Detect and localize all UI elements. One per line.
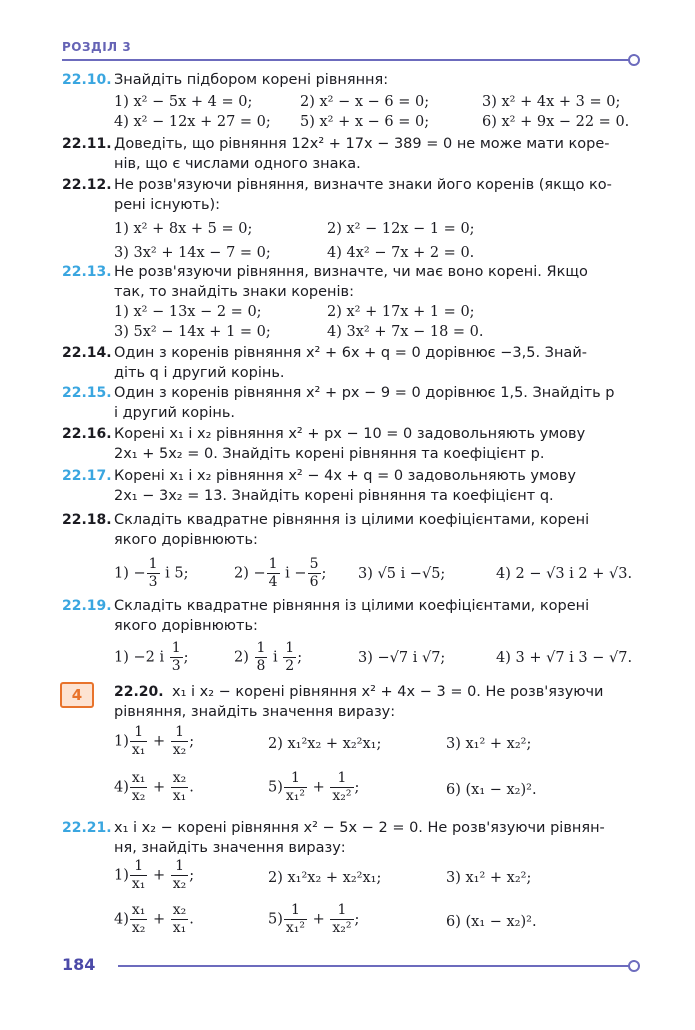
problem-number: 22.11. xyxy=(62,136,112,152)
problem-text: Складіть квадратне рівняння із цілими коефіцієнтами, корені xyxy=(114,512,590,528)
problem-number: 22.15. xyxy=(62,385,112,401)
header-rule xyxy=(62,59,630,61)
problem-text: x₁ і x₂ − корені рівняння x² + 4x − 3 = 0. Не розв'язуючи xyxy=(172,684,604,700)
option: 6) (x₁ − x₂)². xyxy=(446,782,537,798)
problem-text: Корені x₁ і x₂ рівняння x² − 4x + q = 0 задовольняють умову xyxy=(114,468,576,484)
problem-text: так, то знайдіть знаки коренів: xyxy=(114,284,354,300)
problem-text: Знайдіть підбором корені рівняння: xyxy=(114,72,389,88)
option: 2) − $\frac{1}{4}$ і − $\frac{5}{6}$ ; xyxy=(234,556,327,590)
option: 2) x² − 12x − 1 = 0; xyxy=(327,221,475,237)
option: 3) −√7 і √7; xyxy=(358,650,446,666)
option: 1) $\frac{1}{\text{x₁}}$ + $\frac{1}{\text{x₂}}$ ; xyxy=(114,858,195,892)
option: 2) x² + 17x + 1 = 0; xyxy=(327,304,475,320)
footer-rule-circle xyxy=(628,960,640,972)
option: 1) x² + 8x + 5 = 0; xyxy=(114,221,253,237)
problem-text: x₁ і x₂ − корені рівняння x² − 5x − 2 = 0. Не розв'язуючи рівнян- xyxy=(114,820,605,836)
problem-number: 22.16. xyxy=(62,426,112,442)
problem-text: Доведіть, що рівняння 12x² + 17x − 389 = 0 не може мати коре- xyxy=(114,136,610,152)
problem-text: 2x₁ + 5x₂ = 0. Знайдіть корені рівняння та коефіцієнт p. xyxy=(114,446,545,462)
problem-text: і другий корінь. xyxy=(114,405,236,421)
option: 6) (x₁ − x₂)². xyxy=(446,914,537,930)
option: 3) x² + 4x + 3 = 0; xyxy=(482,94,621,110)
problem-number: 22.13. xyxy=(62,264,112,280)
option: 3) 3x² + 14x − 7 = 0; xyxy=(114,245,271,261)
problem-text: діть q і другий корінь. xyxy=(114,365,285,381)
option: 2) x₁²x₂ + x₂²x₁; xyxy=(268,870,382,886)
option: 3) x₁² + x₂²; xyxy=(446,736,532,752)
difficulty-level-badge: 4 xyxy=(60,682,94,708)
problem-number: 22.21. xyxy=(62,820,112,836)
footer-rule xyxy=(118,965,630,967)
option: 4) 3x² + 7x − 18 = 0. xyxy=(327,324,484,340)
problem-text: Не розв'язуючи рівняння, визначте, чи має воно корені. Якщо xyxy=(114,264,588,280)
problem-text: рівняння, знайдіть значення виразу: xyxy=(114,704,396,720)
option: 4) $\frac{\text{x₁}}{\text{x₂}}$ + $\frac{\text{x₂}}{\text{x₁}}$ . xyxy=(114,902,194,936)
problem-text: рені існують): xyxy=(114,197,221,213)
option: 4) x² − 12x + 27 = 0; xyxy=(114,114,271,130)
problem-number: 22.17. xyxy=(62,468,112,484)
page-number: 184 xyxy=(62,955,96,974)
option: 1) x² − 13x − 2 = 0; xyxy=(114,304,262,320)
option: 3) x₁² + x₂²; xyxy=(446,870,532,886)
problem-text: якого дорівнюють: xyxy=(114,532,258,548)
problem-text: Один з коренів рівняння x² + px − 9 = 0 дорівнює 1,5. Знайдіть p xyxy=(114,385,615,401)
problem-text: ня, знайдіть значення виразу: xyxy=(114,840,346,856)
option: 1) −2 і $\frac{1}{3}$ ; xyxy=(114,640,189,674)
problem-text: Складіть квадратне рівняння із цілими коефіцієнтами, корені xyxy=(114,598,590,614)
option: 3) √5 і −√5; xyxy=(358,566,446,582)
header-rule-circle xyxy=(628,54,640,66)
option: 2) x² − x − 6 = 0; xyxy=(300,94,430,110)
problem-number: 22.14. xyxy=(62,345,112,361)
option: 2) x₁²x₂ + x₂²x₁; xyxy=(268,736,382,752)
option: 5) x² + x − 6 = 0; xyxy=(300,114,430,130)
option: 1) $\frac{1}{\text{x₁}}$ + $\frac{1}{\text{x₂}}$ ; xyxy=(114,724,195,758)
problem-text: якого дорівнюють: xyxy=(114,618,258,634)
option: 4) 4x² − 7x + 2 = 0. xyxy=(327,245,475,261)
option: 1) x² − 5x + 4 = 0; xyxy=(114,94,253,110)
problem-number: 22.10. xyxy=(62,72,112,88)
problem-number: 22.12. xyxy=(62,177,112,193)
problem-text: 2x₁ − 3x₂ = 13. Знайдіть корені рівняння та коефіцієнт q. xyxy=(114,488,554,504)
problem-number: 22.19. xyxy=(62,598,112,614)
section-label: РОЗДІЛ 3 xyxy=(62,40,132,54)
option: 5) $\frac{1}{\text{x₁²}}$ + $\frac{1}{\text{x₂²}}$ ; xyxy=(268,770,360,804)
option: 6) x² + 9x − 22 = 0. xyxy=(482,114,630,130)
option: 4) $\frac{\text{x₁}}{\text{x₂}}$ + $\frac{\text{x₂}}{\text{x₁}}$ . xyxy=(114,770,194,804)
problem-text: Корені x₁ і x₂ рівняння x² + px − 10 = 0 задовольняють умову xyxy=(114,426,586,442)
option: 2) $\frac{1}{8}$ і $\frac{1}{2}$ ; xyxy=(234,640,303,674)
option: 4) 2 − √3 і 2 + √3. xyxy=(496,566,633,582)
problem-text: Один з коренів рівняння x² + 6x + q = 0 дорівнює −3,5. Знай- xyxy=(114,345,587,361)
problem-number: 22.18. xyxy=(62,512,112,528)
problem-text: Не розв'язуючи рівняння, визначте знаки його коренів (якщо ко- xyxy=(114,177,612,193)
option: 3) 5x² − 14x + 1 = 0; xyxy=(114,324,271,340)
option: 1) − $\frac{1}{3}$ і 5; xyxy=(114,556,189,590)
option: 5) $\frac{1}{\text{x₁²}}$ + $\frac{1}{\text{x₂²}}$ ; xyxy=(268,902,360,936)
option: 4) 3 + √7 і 3 − √7. xyxy=(496,650,633,666)
problem-number: 22.20. xyxy=(114,684,164,700)
problem-text: нів, що є числами одного знака. xyxy=(114,156,361,172)
